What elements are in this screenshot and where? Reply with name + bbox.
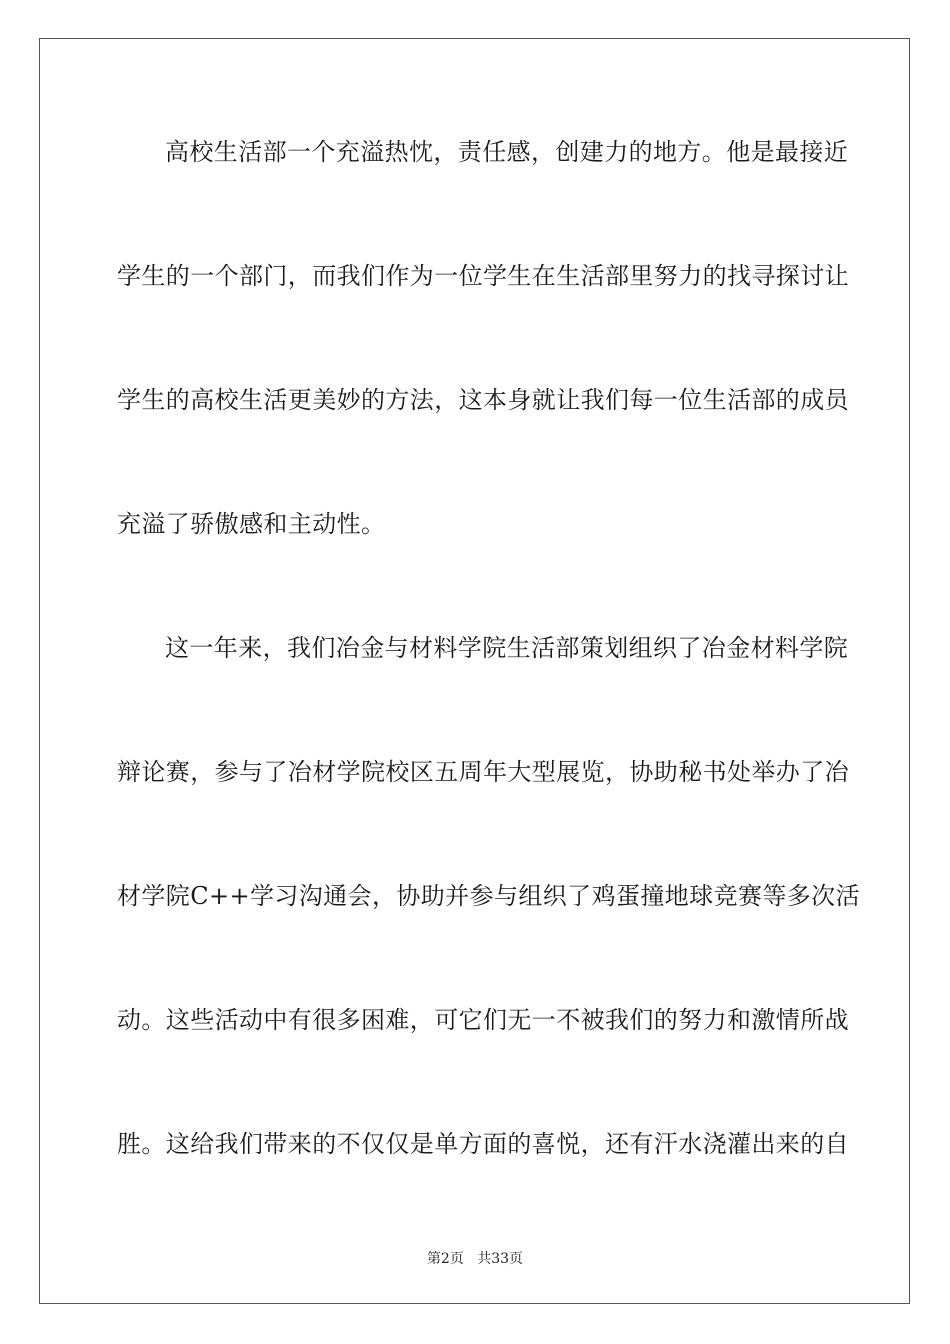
paragraph-2-line-4: 动。这些活动中有很多困难，可它们无一不被我们的努力和激情所战 bbox=[117, 1006, 849, 1034]
paragraph-1-line-3: 学生的高校生活更美妙的方法，这本身就让我们每一位生活部的成员 bbox=[117, 386, 849, 414]
paragraph-2-line-2: 辩论赛，参与了冶材学院校区五周年大型展览，协助秘书处举办了冶 bbox=[117, 758, 849, 786]
paragraph-2-line-3: 材学院C++学习沟通会，协助并参与组织了鸡蛋撞地球竞赛等多次活 bbox=[117, 882, 860, 910]
paragraph-1-line-1: 高校生活部一个充溢热忱，责任感，创建力的地方。他是最接近 bbox=[165, 138, 849, 166]
page-number: 第2页 bbox=[426, 1251, 464, 1267]
paragraph-1-line-4: 充溢了骄傲感和主动性。 bbox=[117, 510, 386, 538]
total-pages: 共33页 bbox=[477, 1251, 524, 1267]
page-footer bbox=[0, 1248, 950, 1268]
page-border bbox=[39, 38, 910, 1304]
paragraph-2-line-1: 这一年来，我们冶金与材料学院生活部策划组织了冶金材料学院 bbox=[165, 634, 849, 662]
paragraph-2-line-5: 胜。这给我们带来的不仅仅是单方面的喜悦，还有汗水浇灌出来的自 bbox=[117, 1130, 849, 1158]
paragraph-1-line-2: 学生的一个部门，而我们作为一位学生在生活部里努力的找寻探讨让 bbox=[117, 262, 849, 290]
